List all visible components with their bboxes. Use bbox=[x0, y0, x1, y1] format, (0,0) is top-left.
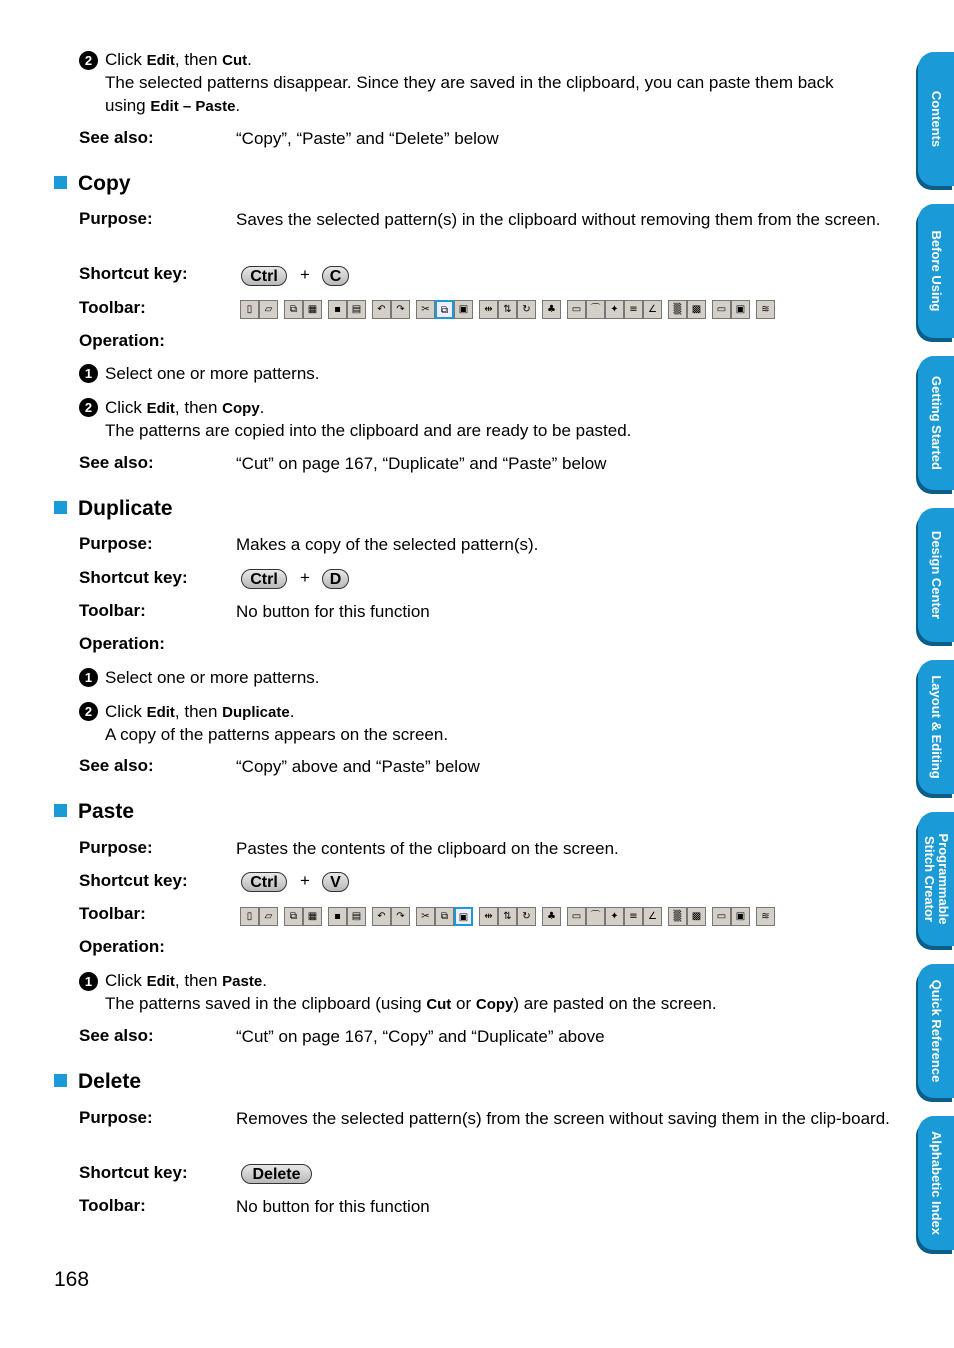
section-heading-paste: Paste bbox=[54, 800, 134, 824]
toolbar-image-paste bbox=[240, 905, 775, 927]
purpose-text: Saves the selected pattern(s) in the clipboard without removing them from the screen. bbox=[236, 210, 881, 229]
operation-label: Operation: bbox=[79, 331, 165, 350]
paste-step1: Click Edit, then Paste. bbox=[105, 971, 267, 990]
see-also-text: “Copy”, “Paste” and “Delete” below bbox=[236, 129, 499, 148]
stitch-pattern-icon: ▒ bbox=[668, 907, 687, 926]
step-number: 1 bbox=[79, 972, 98, 991]
toolbar-text: No button for this function bbox=[236, 1197, 430, 1216]
c-key: C bbox=[322, 266, 349, 286]
side-tab-before-using[interactable]: Before Using bbox=[918, 204, 954, 338]
toolbar-text: No button for this function bbox=[236, 602, 430, 621]
command-name: Copy bbox=[222, 400, 260, 417]
realistic-preview-icon: ▣ bbox=[731, 300, 750, 319]
copy-step1: Select one or more patterns. bbox=[105, 364, 320, 383]
duplicate-step2: Click Edit, then Duplicate. bbox=[105, 702, 295, 721]
bullet-square-icon bbox=[54, 1074, 67, 1087]
new-icon: ▯ bbox=[240, 907, 259, 926]
shortcut-label: Shortcut key: bbox=[79, 871, 188, 890]
import-icon: ⧉ bbox=[284, 300, 303, 319]
section-heading-delete: Delete bbox=[54, 1070, 141, 1094]
sewing-order-icon: ▩ bbox=[687, 907, 706, 926]
design-property-icon: ≋ bbox=[756, 300, 775, 319]
step-number: 1 bbox=[79, 364, 98, 383]
paste-icon: ▣ bbox=[454, 907, 473, 926]
see-also-label: See also: bbox=[79, 453, 154, 472]
command-name: Cut bbox=[222, 52, 248, 69]
plus-sign: + bbox=[300, 265, 310, 284]
see-also-text: “Cut” on page 167, “Copy” and “Duplicate” above bbox=[236, 1027, 605, 1046]
toolbar-image-copy bbox=[240, 298, 775, 320]
delete-key: Delete bbox=[241, 1164, 312, 1184]
section-heading-copy: Copy bbox=[54, 172, 131, 196]
redo-icon: ↷ bbox=[391, 300, 410, 319]
menu-name: Edit bbox=[146, 973, 175, 990]
copy-step2-note: The patterns are copied into the clipboard and are ready to be pasted. bbox=[105, 421, 632, 440]
preview-icon: ▭ bbox=[712, 907, 731, 926]
purpose-text: Makes a copy of the selected pattern(s). bbox=[236, 535, 539, 554]
save-as-icon: ▤ bbox=[347, 300, 366, 319]
ctrl-key: Ctrl bbox=[241, 569, 287, 589]
save-icon: ▪ bbox=[328, 907, 347, 926]
shortcut-label: Shortcut key: bbox=[79, 568, 188, 587]
cut-icon: ✂ bbox=[416, 907, 435, 926]
toolbar-label: Toolbar: bbox=[79, 298, 146, 317]
undo-icon: ↶ bbox=[372, 300, 391, 319]
purpose-label: Purpose: bbox=[79, 838, 153, 857]
purpose-text: Pastes the contents of the clipboard on the screen. bbox=[236, 839, 619, 858]
plus-sign: + bbox=[300, 871, 310, 890]
design-property-icon: ≋ bbox=[756, 907, 775, 926]
open-icon: ▱ bbox=[259, 300, 278, 319]
side-tab-layout-editing[interactable]: Layout & Editing bbox=[918, 660, 954, 794]
shortcut-label: Shortcut key: bbox=[79, 1163, 188, 1182]
operation-label: Operation: bbox=[79, 937, 165, 956]
toolbar-label: Toolbar: bbox=[79, 601, 146, 620]
ctrl-key: Ctrl bbox=[241, 266, 287, 286]
intro-step2: Click Edit, then Cut. bbox=[105, 50, 252, 69]
preview-icon: ▭ bbox=[712, 300, 731, 319]
text-edit-icon: ≡ bbox=[624, 907, 643, 926]
command-name: Edit – Paste bbox=[150, 98, 236, 115]
text-arrange-icon: ∠ bbox=[643, 907, 662, 926]
save-icon: ▪ bbox=[328, 300, 347, 319]
command-name: Duplicate bbox=[222, 704, 290, 721]
step-number: 2 bbox=[79, 398, 98, 417]
toolbar-label: Toolbar: bbox=[79, 1196, 146, 1215]
text-transform-icon: ✦ bbox=[605, 907, 624, 926]
fit-text-icon: ⌒ bbox=[586, 300, 605, 319]
purpose-label: Purpose: bbox=[79, 1108, 153, 1127]
purpose-label: Purpose: bbox=[79, 534, 153, 553]
intro-note-2: using Edit – Paste. bbox=[105, 96, 241, 115]
side-tab-contents[interactable]: Contents bbox=[918, 52, 954, 186]
menu-name: Edit bbox=[146, 52, 175, 69]
menu-name: Edit bbox=[146, 704, 175, 721]
side-tab-getting-started[interactable]: Getting Started bbox=[918, 356, 954, 490]
save-as-icon: ▤ bbox=[347, 907, 366, 926]
text-attribute-icon: ▭ bbox=[567, 907, 586, 926]
redo-icon: ↷ bbox=[391, 907, 410, 926]
shortcut-label: Shortcut key: bbox=[79, 264, 188, 283]
command-name: Cut bbox=[426, 996, 452, 1013]
step-number: 1 bbox=[79, 668, 98, 687]
step-number: 2 bbox=[79, 51, 98, 70]
d-key: D bbox=[322, 569, 349, 589]
sewing-attribute-icon: ♣ bbox=[542, 907, 561, 926]
sewing-attribute-icon: ♣ bbox=[542, 300, 561, 319]
open-icon: ▱ bbox=[259, 907, 278, 926]
purpose-label: Purpose: bbox=[79, 209, 153, 228]
see-also-label: See also: bbox=[79, 128, 154, 147]
rotate-icon: ↻ bbox=[517, 907, 536, 926]
bullet-square-icon bbox=[54, 501, 67, 514]
section-heading-duplicate: Duplicate bbox=[54, 497, 173, 521]
see-also-text: “Cut” on page 167, “Duplicate” and “Paste” below bbox=[236, 454, 607, 473]
copy-icon: ⧉ bbox=[435, 300, 454, 319]
new-icon: ▯ bbox=[240, 300, 259, 319]
import-icon: ⧉ bbox=[284, 907, 303, 926]
cut-icon: ✂ bbox=[416, 300, 435, 319]
mirror-vertical-icon: ⇅ bbox=[498, 907, 517, 926]
side-tab-alphabetic-index[interactable]: Alphabetic Index bbox=[918, 1116, 954, 1250]
mirror-vertical-icon: ⇅ bbox=[498, 300, 517, 319]
duplicate-step1: Select one or more patterns. bbox=[105, 668, 320, 687]
copy-icon: ⧉ bbox=[435, 907, 454, 926]
copy-step2: Click Edit, then Copy. bbox=[105, 398, 265, 417]
toolbar-label: Toolbar: bbox=[79, 904, 146, 923]
text-arrange-icon: ∠ bbox=[643, 300, 662, 319]
paste-icon: ▣ bbox=[454, 300, 473, 319]
fit-text-icon: ⌒ bbox=[586, 907, 605, 926]
text-transform-icon: ✦ bbox=[605, 300, 624, 319]
sewing-order-icon: ▩ bbox=[687, 300, 706, 319]
mirror-horizontal-icon: ⇹ bbox=[479, 300, 498, 319]
see-also-label: See also: bbox=[79, 1026, 154, 1045]
bullet-square-icon bbox=[54, 176, 67, 189]
see-also-label: See also: bbox=[79, 756, 154, 775]
text-edit-icon: ≡ bbox=[624, 300, 643, 319]
page-number: 168 bbox=[54, 1268, 90, 1291]
intro-note: The selected patterns disappear. Since they are saved in the clipboard, you can paste them back bbox=[105, 73, 834, 92]
stitch-pattern-icon: ▒ bbox=[668, 300, 687, 319]
plus-sign: + bbox=[300, 568, 310, 587]
command-name: Copy bbox=[475, 996, 514, 1013]
see-also-text: “Copy” above and “Paste” below bbox=[236, 757, 480, 776]
paste-step1-note: The patterns saved in the clipboard (using Cut or Copy) are pasted on the screen. bbox=[105, 994, 717, 1013]
v-key: V bbox=[322, 872, 349, 892]
browse-icon: ▦ bbox=[303, 300, 322, 319]
step-number: 2 bbox=[79, 702, 98, 721]
command-name: Paste bbox=[222, 973, 263, 990]
menu-name: Edit bbox=[146, 400, 175, 417]
duplicate-step2-note: A copy of the patterns appears on the screen. bbox=[105, 725, 449, 744]
side-tab-design-center[interactable]: Design Center bbox=[918, 508, 954, 642]
realistic-preview-icon: ▣ bbox=[731, 907, 750, 926]
mirror-horizontal-icon: ⇹ bbox=[479, 907, 498, 926]
browse-icon: ▦ bbox=[303, 907, 322, 926]
side-tab-programmable-stitch-creator[interactable]: Programmable Stitch Creator bbox=[918, 812, 954, 946]
rotate-icon: ↻ bbox=[517, 300, 536, 319]
purpose-text: Removes the selected pattern(s) from the screen without saving them in the clip-board. bbox=[236, 1109, 890, 1128]
bullet-square-icon bbox=[54, 804, 67, 817]
undo-icon: ↶ bbox=[372, 907, 391, 926]
ctrl-key: Ctrl bbox=[241, 872, 287, 892]
operation-label: Operation: bbox=[79, 634, 165, 653]
text-attribute-icon: ▭ bbox=[567, 300, 586, 319]
side-tab-quick-reference[interactable]: Quick Reference bbox=[918, 964, 954, 1098]
